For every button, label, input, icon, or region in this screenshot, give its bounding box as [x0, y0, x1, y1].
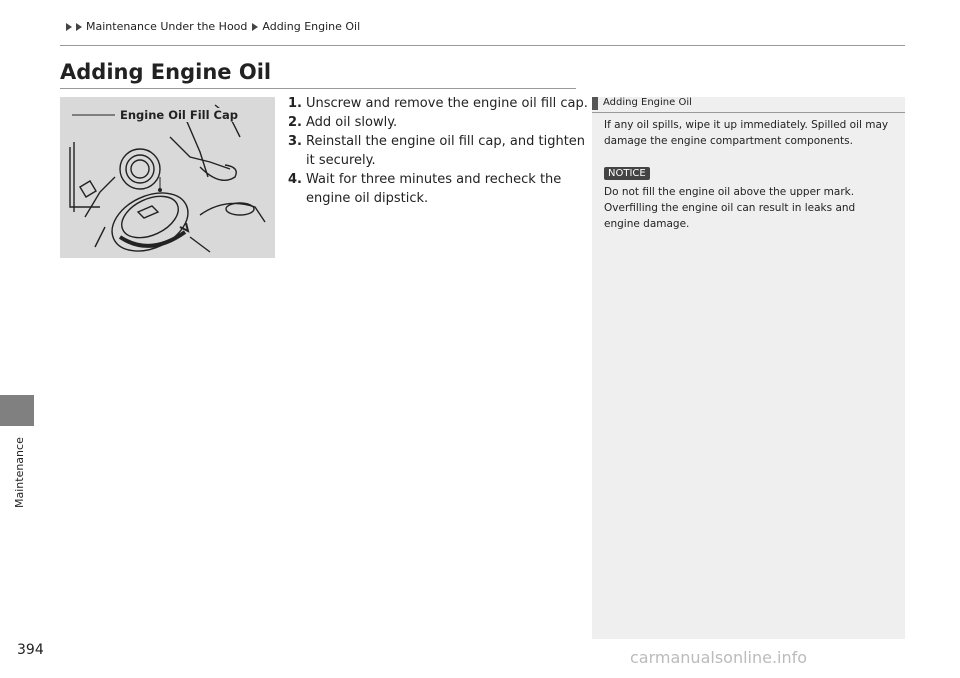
instruction-steps: [288, 94, 588, 208]
page-title: Adding Engine Oil: [60, 60, 272, 84]
step-number: 4.: [288, 172, 302, 187]
step-text: Reinstall the engine oil fill cap, and tighten it securely.: [306, 134, 586, 168]
notice-badge: NOTICE: [604, 167, 650, 180]
step-item: [288, 113, 588, 132]
breadcrumb-arrow-icon: [76, 23, 82, 31]
breadcrumb-item-adding-engine-oil[interactable]: Adding Engine Oil: [262, 20, 361, 33]
side-note-paragraph: If any oil spills, wipe it up immediately. Spilled oil may damage the engine compartment components.: [604, 119, 889, 147]
step-item: [288, 132, 588, 170]
side-note-panel: [592, 97, 905, 639]
side-note-header: [592, 97, 905, 113]
section-tab-label: [13, 428, 27, 508]
section-tab-marker: [0, 395, 34, 426]
page-number: 394: [17, 642, 44, 658]
title-divider: [60, 88, 576, 89]
step-number: 3.: [288, 134, 302, 149]
notice-paragraph: Do not fill the engine oil above the upper mark. Overfilling the engine oil can result in leaks and engine damage.: [604, 186, 856, 230]
figure-callout-label: Engine Oil Fill Cap: [120, 108, 238, 122]
step-item: [288, 94, 588, 113]
breadcrumb-arrow-icon: [66, 23, 72, 31]
step-text: Add oil slowly.: [306, 115, 398, 130]
step-number: 1.: [288, 96, 302, 111]
breadcrumb-item-maintenance-under-the-hood[interactable]: Maintenance Under the Hood: [86, 20, 248, 33]
step-item: [288, 170, 588, 208]
header-divider: [60, 45, 905, 46]
engine-oil-fill-cap-illustration: [60, 97, 275, 258]
step-number: 2.: [288, 115, 302, 130]
breadcrumb-arrow-icon: [252, 23, 258, 31]
step-text: Unscrew and remove the engine oil fill cap.: [306, 96, 588, 111]
breadcrumb: [66, 20, 360, 33]
note-marker-icon: [592, 97, 598, 110]
section-tab-text: Maintenance: [13, 437, 26, 508]
step-text: Wait for three minutes and recheck the engine oil dipstick.: [306, 172, 562, 206]
watermark: carmanualsonline.info: [630, 648, 808, 667]
side-note-title: Adding Engine Oil: [603, 97, 692, 108]
